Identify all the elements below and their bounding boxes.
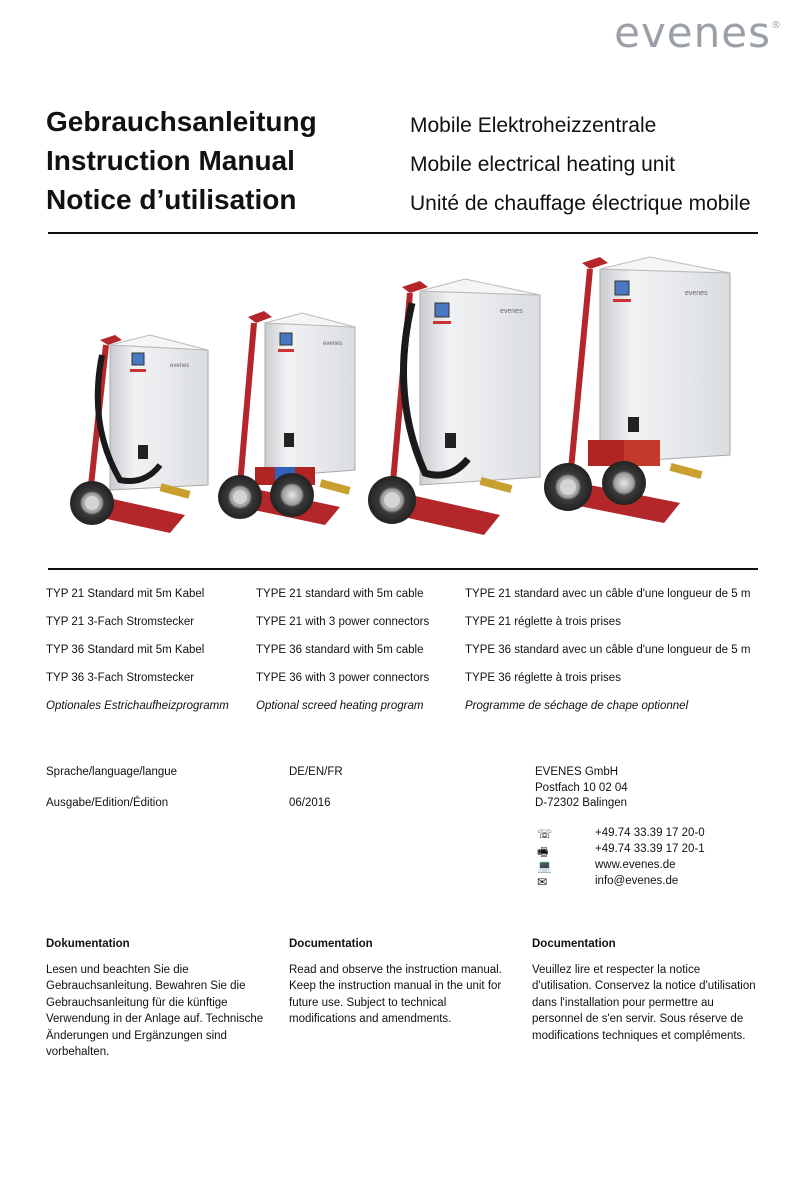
variant-fr: TYPE 36 réglette à trois prises — [465, 672, 621, 684]
variant-de: TYP 21 3-Fach Stromstecker — [46, 616, 195, 628]
registered-mark: ® — [771, 20, 782, 31]
language-label: Sprache/language/langue — [46, 766, 178, 778]
website-link[interactable]: www.evenes.de — [595, 859, 676, 871]
variant-de: TYP 36 Standard mit 5m Kabel — [46, 644, 205, 656]
list-item — [46, 644, 758, 662]
title-en: Instruction Manual — [46, 145, 295, 176]
edition-label: Ausgabe/Edition/Édition — [46, 797, 169, 809]
heater-unit-type21-connectors — [218, 311, 355, 525]
documentation-de — [46, 936, 270, 1061]
variant-fr: TYPE 21 standard avec un câble d'une longueur de 5 m — [465, 588, 751, 600]
subtitle-fr: Unité de chauffage électrique mobile — [410, 192, 751, 215]
heater-unit-type36-connectors — [544, 257, 730, 523]
list-item — [46, 700, 758, 718]
subtitle-de: Mobile Elektroheizzentrale — [410, 114, 657, 137]
documentation-fr — [532, 936, 756, 1044]
documentation-text: Veuillez lire et respecter la notice d'utilisation. Conservez la notice d'utilisation dans l'installation pour permettre au personnel de s'en servir. Sous réserve de modifications techniques et compléments. — [532, 963, 756, 1042]
company-name: EVENES GmbH — [535, 766, 619, 778]
documentation-en — [289, 936, 513, 1028]
variant-de: TYP 36 3-Fach Stromstecker — [46, 672, 195, 684]
list-item — [46, 588, 758, 606]
documentation-heading: Dokumentation — [46, 938, 130, 950]
logo-text: evenes — [614, 8, 771, 57]
variant-en: TYPE 36 with 3 power connectors — [256, 672, 430, 684]
variant-de: Optionales Estrichaufheizprogramm — [46, 700, 229, 712]
variant-fr: Programme de séchage de chape optionnel — [465, 700, 689, 712]
mail-icon: ✉ — [537, 875, 548, 889]
phone-icon: ☏ — [537, 827, 553, 841]
brand-logo — [614, 8, 782, 57]
language-value: DE/EN/FR — [289, 766, 343, 778]
heater-unit-type21-cable — [70, 335, 208, 533]
fax-number: +49.74 33.39 17 20-1 — [595, 843, 705, 855]
list-item — [46, 672, 758, 690]
email-link[interactable]: info@evenes.de — [595, 875, 679, 887]
phone-number: +49.74 33.39 17 20-0 — [595, 827, 705, 839]
svg-text:evenes: evenes — [685, 290, 708, 297]
variant-en: TYPE 21 standard with 5m cable — [256, 588, 424, 600]
documentation-text: Read and observe the instruction manual. Keep the instruction manual in the unit for future use. Subject to technical modifications and amendments. — [289, 963, 502, 1025]
product-illustration — [40, 245, 770, 545]
title-block — [46, 102, 317, 219]
header-divider — [48, 232, 758, 234]
heater-unit-type36-cable — [368, 279, 540, 535]
variant-fr: TYPE 21 réglette à trois prises — [465, 616, 621, 628]
variant-en: TYPE 36 standard with 5m cable — [256, 644, 424, 656]
company-city: D-72302 Balingen — [535, 797, 628, 809]
variant-de: TYP 21 Standard mit 5m Kabel — [46, 588, 205, 600]
fax-icon: 🖷 — [537, 845, 549, 859]
variant-en: TYPE 21 with 3 power connectors — [256, 616, 430, 628]
subtitle-block — [410, 106, 751, 223]
subtitle-en: Mobile electrical heating unit — [410, 153, 675, 176]
variant-en: Optional screed heating program — [256, 700, 424, 712]
variant-fr: TYPE 36 standard avec un câble d'une longueur de 5 m — [465, 644, 751, 656]
computer-icon: 💻 — [537, 859, 552, 873]
documentation-heading: Documentation — [289, 938, 373, 950]
title-de: Gebrauchsanleitung — [46, 106, 317, 137]
variants-divider — [48, 568, 758, 570]
svg-text:evenes: evenes — [500, 308, 523, 315]
svg-text:evenes: evenes — [170, 363, 190, 369]
svg-text:evenes: evenes — [323, 341, 343, 347]
list-item — [46, 616, 758, 634]
documentation-heading: Documentation — [532, 938, 616, 950]
company-po-box: Postfach 10 02 04 — [535, 782, 628, 794]
documentation-text: Lesen und beachten Sie die Gebrauchsanleitung. Bewahren Sie die Gebrauchsanleitung für die künftige Verwendung in der Anlage auf. Technische Änderungen und Ergänzungen sind vorbehalten. — [46, 963, 264, 1058]
edition-value: 06/2016 — [289, 797, 331, 809]
title-fr: Notice d’utilisation — [46, 184, 297, 215]
